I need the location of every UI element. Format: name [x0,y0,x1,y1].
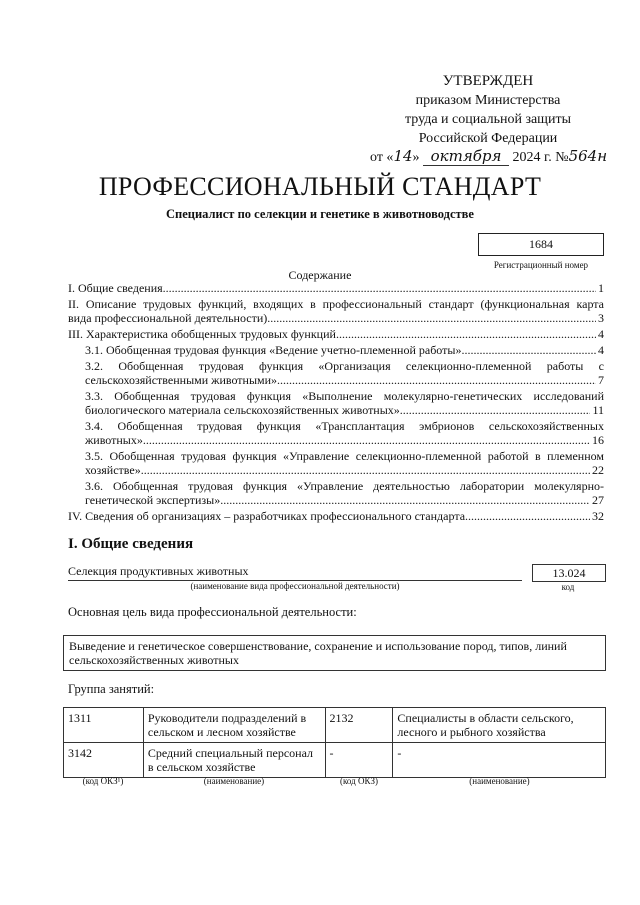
order-number: 564н [568,147,608,165]
date-year: 2024 г. № [512,150,569,165]
approval-title: УТВЕРЖДЕН [442,73,534,89]
toc-entry-page: 1 [598,281,604,295]
table-caption: (наименование) [203,776,265,786]
document-subtitle: Специалист по селекции и генетике в животноводстве [166,207,474,221]
toc-entry-page: 22 [592,463,604,477]
toc-entry-page: 7 [598,373,604,387]
approval-line: приказом Министерства [415,93,561,108]
okz-code-cell: - [325,743,393,778]
table-caption: (наименование) [469,776,530,786]
table-caption: (код ОКЗ¹) [82,776,124,786]
toc-entry-page: 3 [598,311,604,325]
occupation-group-table [63,707,606,778]
toc-heading: Содержание [288,268,352,282]
toc-entry-text: 3.3. Обобщенная трудовая функция «Выполнение молекулярно-генетических исследований [85,389,604,403]
toc-entry-text: I. Общие сведения [68,281,163,295]
toc-entry-text: 3.2. Обобщенная трудовая функция «Организация селекционно-племенной работы с [85,359,604,373]
toc-entry[interactable] [68,419,604,447]
toc-entry[interactable] [68,343,604,357]
activity-type-field: Селекция продуктивных животных [68,564,522,581]
toc-entry[interactable] [68,449,604,477]
section-heading: I. Общие сведения [68,536,194,552]
table-caption: (код ОКЗ) [340,776,378,786]
toc-entry-text: животных» [85,433,143,447]
toc-entry[interactable] [68,327,604,341]
registration-number-label: Регистрационный номер [493,260,589,270]
toc-entry-text: 3.5. Обобщенная трудовая функция «Управление селекционно-племенной работой в племенном [85,449,604,463]
toc-entry-text: 3.4. Обобщенная трудовая функция «Трансплантация эмбрионов сельскохозяйственных [85,419,604,433]
toc-entry-page: 27 [592,493,604,507]
toc-entry-page: 32 [592,509,604,523]
table-row [64,743,606,778]
toc-entry-text: III. Характеристика обобщенных трудовых функций [68,327,336,341]
occupation-name-cell: - [393,743,606,778]
date-day: 14 [393,147,413,165]
group-heading: Группа занятий: [68,682,155,696]
toc-entry-page: 4 [598,343,604,357]
occupation-name-cell: Средний специальный персонал в сельском хозяйстве [143,743,325,778]
toc-entry-page: 16 [592,433,604,447]
approval-line: труда и социальной защиты [405,112,571,127]
date-month: октября [423,147,509,166]
date-prefix: от « [370,150,394,165]
toc-entry[interactable] [68,509,604,523]
toc-entry-text: генетической экспертизы» [85,493,221,507]
table-row [64,708,606,743]
toc-entry-text: вида профессиональной деятельности) [68,311,268,325]
activity-type-caption: (наименование вида профессиональной деятельности) [190,581,400,591]
occupation-name-cell: Специалисты в области сельского, лесного и рыбного хозяйства [393,708,606,743]
approval-date [370,147,607,167]
toc-entry-text: сельскохозяйственными животными» [85,373,278,387]
okz-code-cell: 2132 [325,708,393,743]
toc-entry-text: II. Описание трудовых функций, входящих в профессиональный стандарт (функциональная карта [68,297,604,311]
date-sep: » [412,150,420,165]
okz-code-cell: 3142 [64,743,144,778]
activity-code-box: 13.024 [532,564,606,582]
registration-number-box: 1684 [478,233,604,256]
toc-entry-text: хозяйстве» [85,463,141,477]
toc-entry-text: IV. Сведения об организациях – разработчиках профессионального стандарта [68,509,466,523]
document-title: ПРОФЕССИОНАЛЬНЫЙ СТАНДАРТ [98,172,542,201]
toc-entry[interactable] [68,281,604,295]
goal-text-box: Выведение и генетическое совершенствование, сохранение и использование пород, типов, линий сельскохозяйственных животных [63,635,606,671]
toc-entry-page: 11 [592,403,604,417]
goal-heading: Основная цель вида профессиональной деятельности: [68,605,357,619]
approval-line: Российской Федерации [418,131,558,146]
table-of-contents [68,281,604,525]
toc-entry-text: биологического материала сельскохозяйственных животных» [85,403,400,417]
toc-entry[interactable] [68,479,604,507]
okz-code-cell: 1311 [64,708,144,743]
occupation-name-cell: Руководители подразделений в сельском и лесном хозяйстве [143,708,325,743]
activity-code-caption: код [561,582,575,592]
toc-entry-text: 3.1. Обобщенная трудовая функция «Ведение учетно-племенной работы» [85,343,462,357]
toc-entry[interactable] [68,297,604,325]
toc-entry-text: 3.6. Обобщенная трудовая функция «Управление деятельностью лаборатории молекулярно- [85,479,604,493]
toc-entry[interactable] [68,389,604,417]
toc-entry[interactable] [68,359,604,387]
toc-entry-page: 4 [598,327,604,341]
